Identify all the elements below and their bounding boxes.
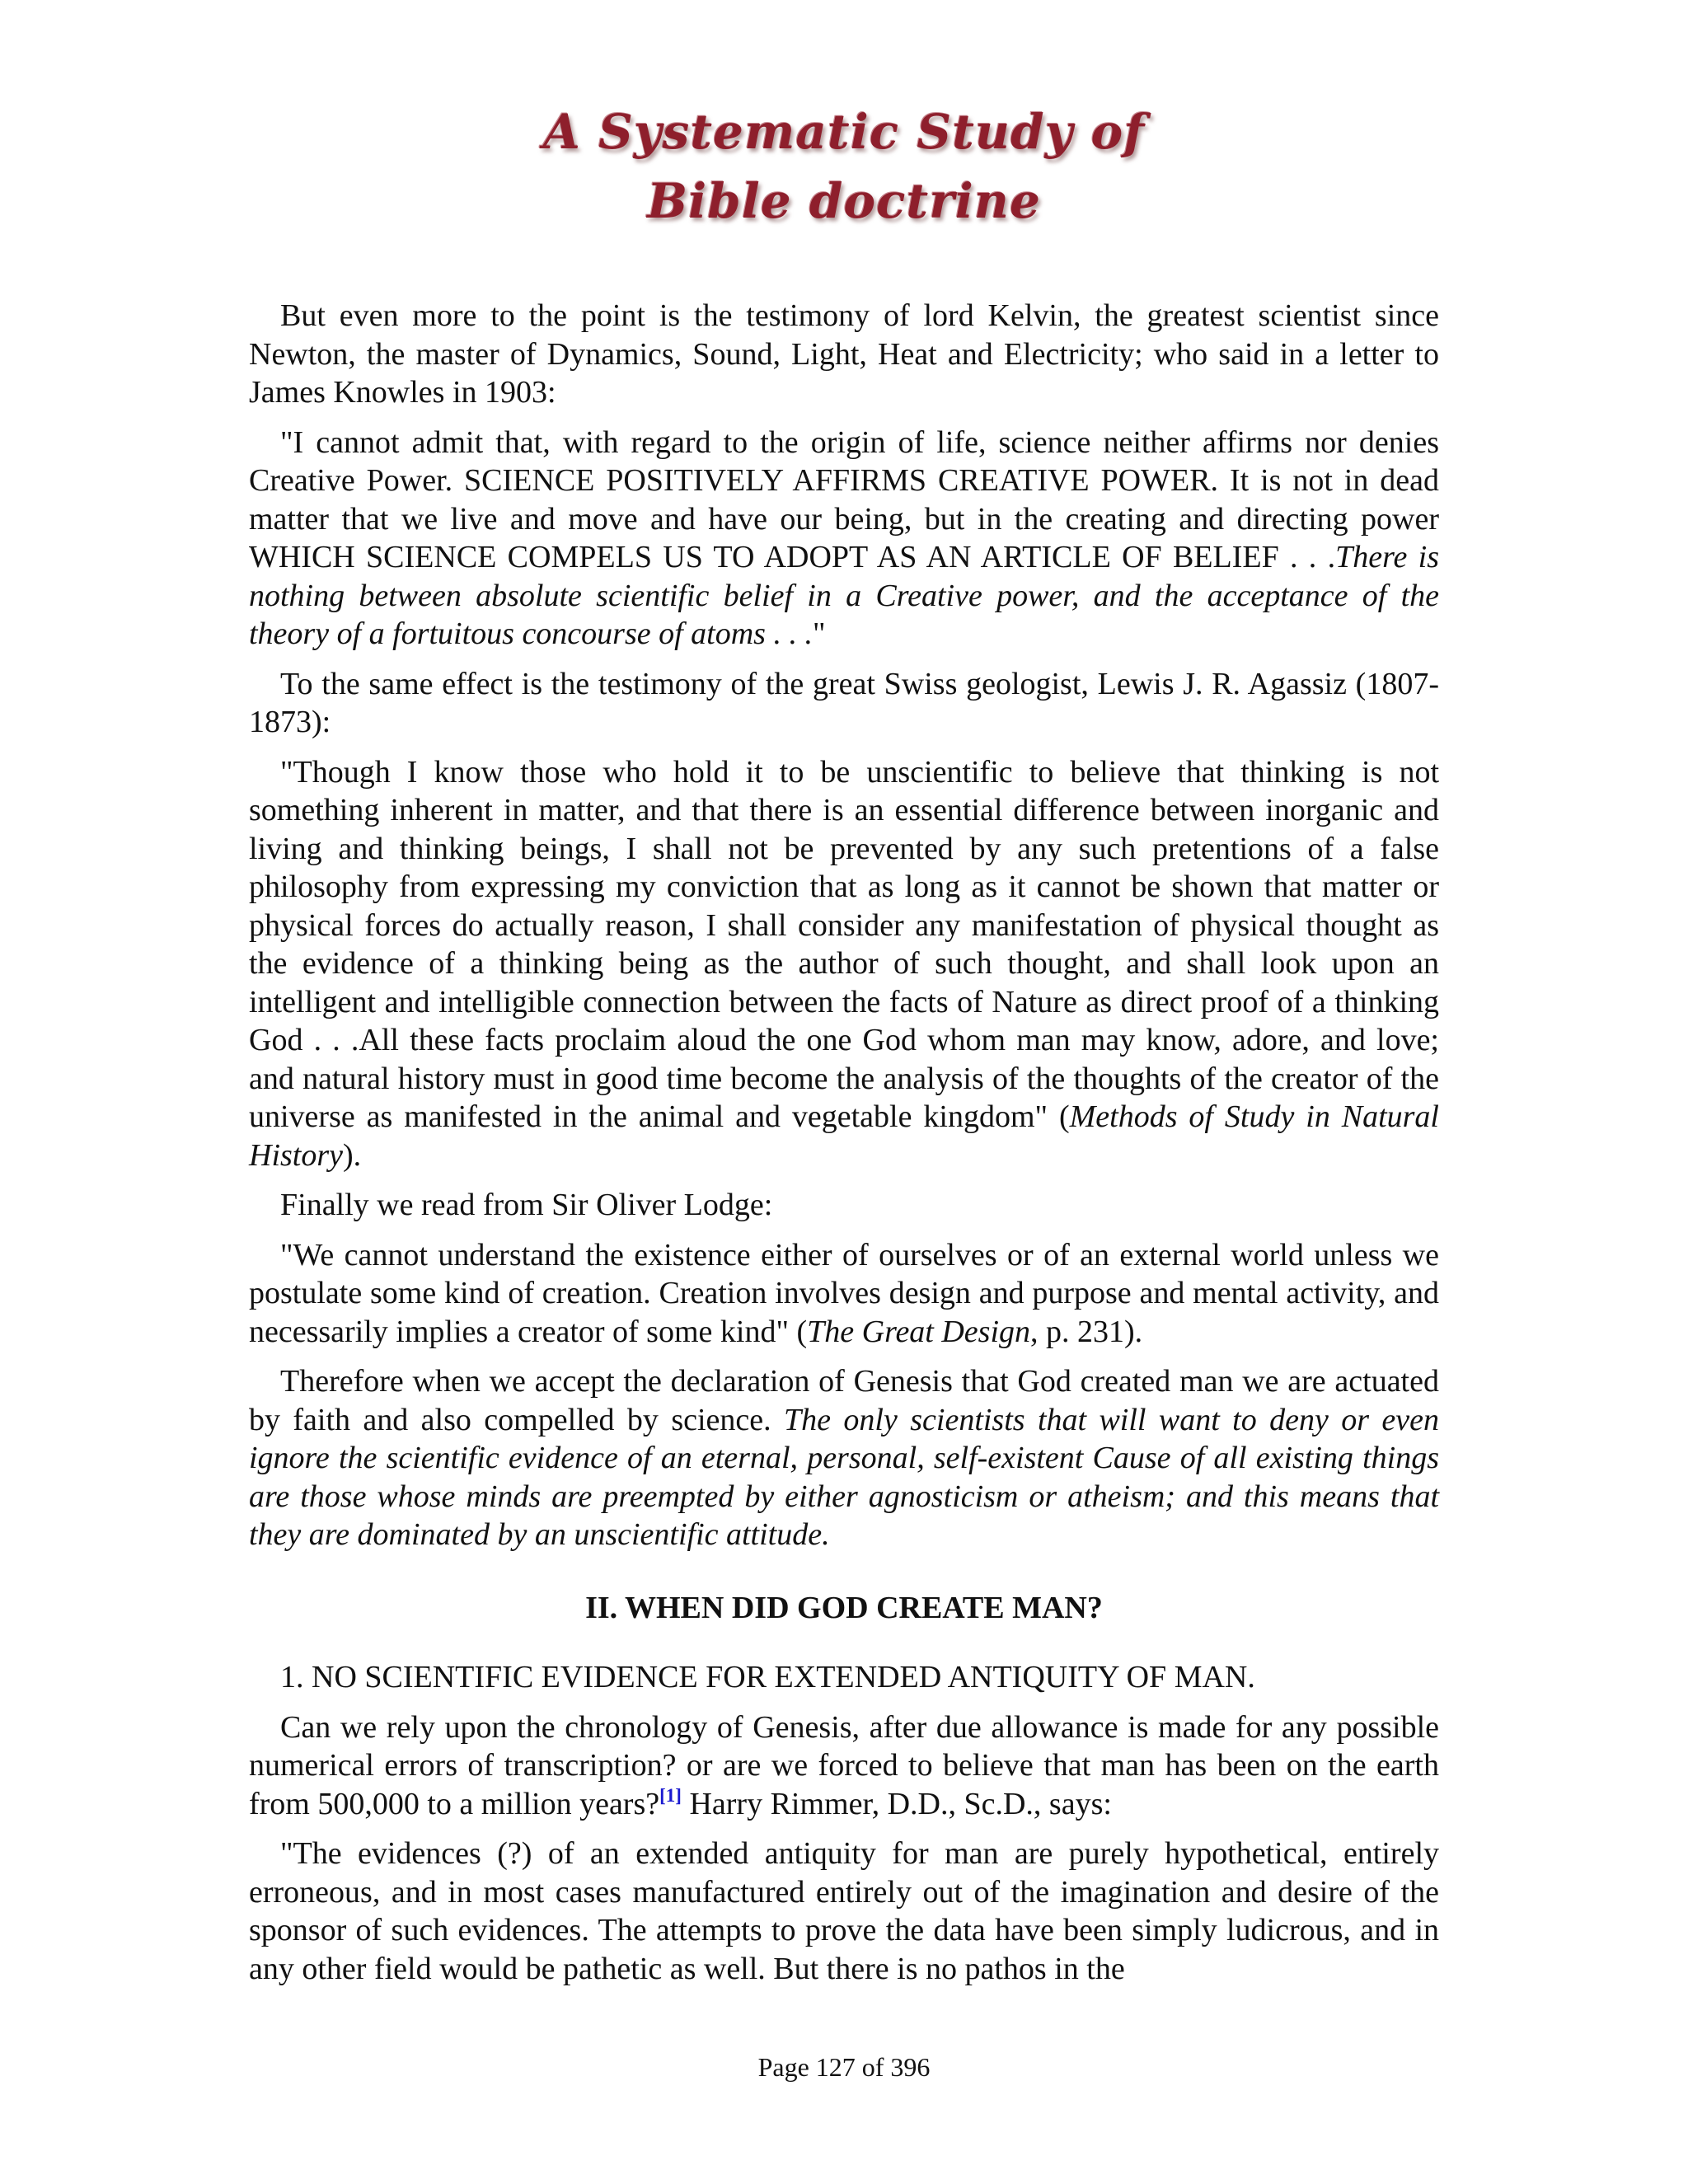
quote-lodge-close: , p. 231). — [1030, 1314, 1143, 1349]
quote-kelvin — [249, 424, 1439, 654]
citation-methods-of-study: Methods of Study in Natural History — [249, 1099, 1439, 1173]
paragraph-agassiz-intro: To the same effect is the testimony of the great Swiss geologist, Lewis J. R. Agassiz (1807-1873): — [249, 666, 1439, 739]
quote-kelvin-text: "I cannot admit that, with regard to the origin of life, science neither affirms nor denies Creative Power. SCIENCE POSITIVELY AFFIRMS CREATIVE POWER. It is not in dead matter that we live and move and have our being, but in the creating and directing power WHICH SCIENCE COMPELS US TO ADOPT AS AN ARTICLE OF BELIEF . . . — [249, 424, 1439, 574]
quote-kelvin-italic: There is nothing between absolute scientific belief in a Creative power, and the acceptance of the theory of a fortuitous concourse of atoms . . . — [249, 540, 1439, 651]
book-title-line-2: Bible doctrine — [647, 173, 1041, 229]
quote-agassiz-close: ). — [343, 1137, 362, 1173]
chronology-text: Can we rely upon the chronology of Genesis, after due allowance is made for any possible numerical errors of transcription? or are we forced to believe that man has been on the earth from 500,000 to a million years? — [249, 1709, 1439, 1821]
paragraph-lodge-intro: Finally we read from Sir Oliver Lodge: — [280, 1188, 773, 1222]
quote-lodge — [249, 1236, 1439, 1352]
quote-kelvin-close: " — [812, 616, 826, 651]
footnote-link-1[interactable]: [1] — [659, 1784, 682, 1806]
quote-rimmer: "The evidences (?) of an extended antiquity for man are purely hypothetical, entirely erroneous, and in most cases manufactured entirely out of the imagination and desire of the sponsor of such evidences. The attempts to prove the data have been simply ludicrous, and in any other field would be pathetic as well. But there is no pathos in the — [249, 1836, 1439, 1986]
quote-lodge-text: "We cannot understand the existence either of ourselves or of an external world unless we postulate some kind of creation. Creation involves design and purpose and mental activity, and necessarily implies a creator of some kind" ( — [249, 1237, 1439, 1349]
conclusion-italic: The only scientists that will want to deny or even ignore the scientific evidence of an eternal, personal, self-existent Cause of all existing things are those whose minds are preempted by either agnosticism or atheism; and this means that they are dominated by an unscientific attitude. — [249, 1402, 1440, 1552]
paragraph-kelvin-intro: But even more to the point is the testimony of lord Kelvin, the greatest scientist since Newton, the master of Dynamics, Sound, Light, Heat and Electricity; who said in a letter to James Knowles in 1903: — [249, 298, 1439, 410]
subsection-heading: 1. NO SCIENTIFIC EVIDENCE FOR EXTENDED ANTIQUITY OF MAN. — [280, 1660, 1255, 1694]
paragraph-chronology — [249, 1708, 1439, 1824]
quote-agassiz — [249, 753, 1439, 1175]
citation-great-design: The Great Design — [807, 1314, 1031, 1349]
paragraph-conclusion — [249, 1362, 1439, 1554]
chronology-text-end: Harry Rimmer, D.D., Sc.D., says: — [681, 1786, 1112, 1821]
page-number: Page 127 of 396 — [757, 2052, 931, 2082]
quote-agassiz-text: "Though I know those who hold it to be unscientific to believe that thinking is not something inherent in matter, and that there is an essential difference between inorganic and living and thinking beings, I shall not be prevented by any such pretentions of a false philosophy from expressing my conviction that as long as it cannot be shown that matter or physical forces do actually reason, I shall consider any manifestation of physical thought as the evidence of a thinking being as the author of such thought, and shall look upon an intelligent and intelligible connection between the facts of Nature as direct proof of a thinking God . . .All these facts proclaim aloud the one God whom man may know, adore, and love; and natural history must in good time become the analysis of the thoughts of the creator of the universe as manifested in the animal and vegetable kingdom" ( — [249, 754, 1439, 1134]
conclusion-text: Therefore when we accept the declaration of Genesis that God created man we are actuated by faith and also compelled by science. — [249, 1364, 1439, 1437]
page-body — [249, 297, 1439, 1999]
section-heading: II. WHEN DID GOD CREATE MAN? — [585, 1590, 1103, 1625]
book-title-banner — [0, 97, 1688, 236]
book-title-line-1: A Systematic Study of — [542, 104, 1146, 160]
